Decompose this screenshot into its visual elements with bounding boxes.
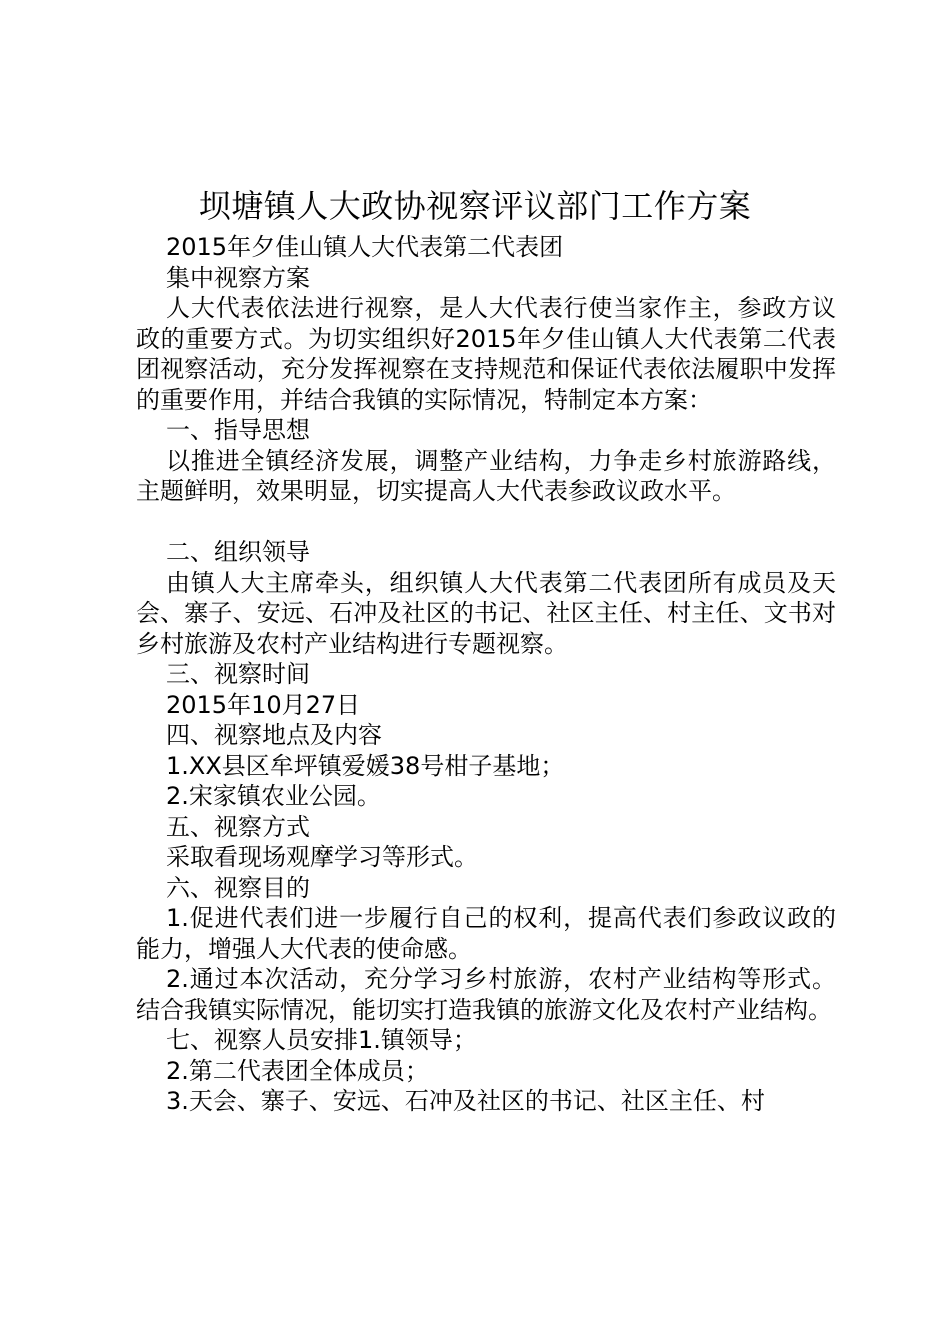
section-heading-organization: 二、组织领导 bbox=[166, 538, 310, 566]
inspection-date: 2015年10月27日 bbox=[166, 690, 361, 719]
method-paragraph: 采取看现场观摩学习等形式。 bbox=[166, 843, 478, 871]
section-heading-personnel: 七、视察人员安排1.镇领导； bbox=[166, 1026, 477, 1054]
personnel-item-2: 2.第二代表团全体成员； bbox=[166, 1056, 429, 1085]
purpose-item-1: 1.促进代表们进一步履行自己的权利，提高代表们参政议政的能力，增强人大代表的使命感。 bbox=[136, 904, 836, 963]
section-heading-location: 四、视察地点及内容 bbox=[166, 721, 382, 749]
organization-paragraph: 由镇人大主席牵头，组织镇人大代表第二代表团所有成员及天会、寨子、安远、石冲及社区的书记、社区主任、村主任、文书对乡村旅游及农村产业结构进行专题视察。 bbox=[136, 568, 836, 658]
document-title: 坝塘镇人大政协视察评议部门工作方案 bbox=[198, 187, 752, 225]
intro-paragraph: 人大代表依法进行视察，是人大代表行使当家作主，参政方议政的重要方式。为切实组织好2015年夕佳山镇人大代表第二代表团视察活动，充分发挥视察在支持规范和保证代表依法履职中发挥的重要作用，并结合我镇的实际情况，特制定本方案： bbox=[136, 294, 836, 414]
purpose-item-2: 2.通过本次活动，充分学习乡村旅游，农村产业结构等形式。结合我镇实际情况，能切实打造我镇的旅游文化及农村产业结构。 bbox=[136, 965, 836, 1024]
location-item-1: 1.XX县区牟坪镇爱媛38号柑子基地； bbox=[166, 751, 565, 780]
blank-line bbox=[136, 507, 836, 538]
delegation-heading: 2015年夕佳山镇人大代表第二代表团 bbox=[166, 233, 564, 261]
guiding-thought-paragraph: 以推进全镇经济发展，调整产业结构，力争走乡村旅游路线，主题鲜明，效果明显，切实提高人大代表参政议政水平。 bbox=[136, 446, 836, 505]
section-heading-method: 五、视察方式 bbox=[166, 812, 310, 841]
section-heading-purpose: 六、视察目的 bbox=[166, 873, 310, 902]
section-heading-time: 三、视察时间 bbox=[166, 660, 310, 688]
document-body bbox=[136, 232, 836, 1117]
plan-subtitle: 集中视察方案 bbox=[166, 263, 310, 292]
location-item-2: 2.宋家镇农业公园。 bbox=[166, 782, 381, 810]
section-heading-guiding-thought: 一、指导思想 bbox=[166, 416, 310, 444]
personnel-item-3: 3.天会、寨子、安远、石冲及社区的书记、社区主任、村 bbox=[166, 1087, 765, 1115]
